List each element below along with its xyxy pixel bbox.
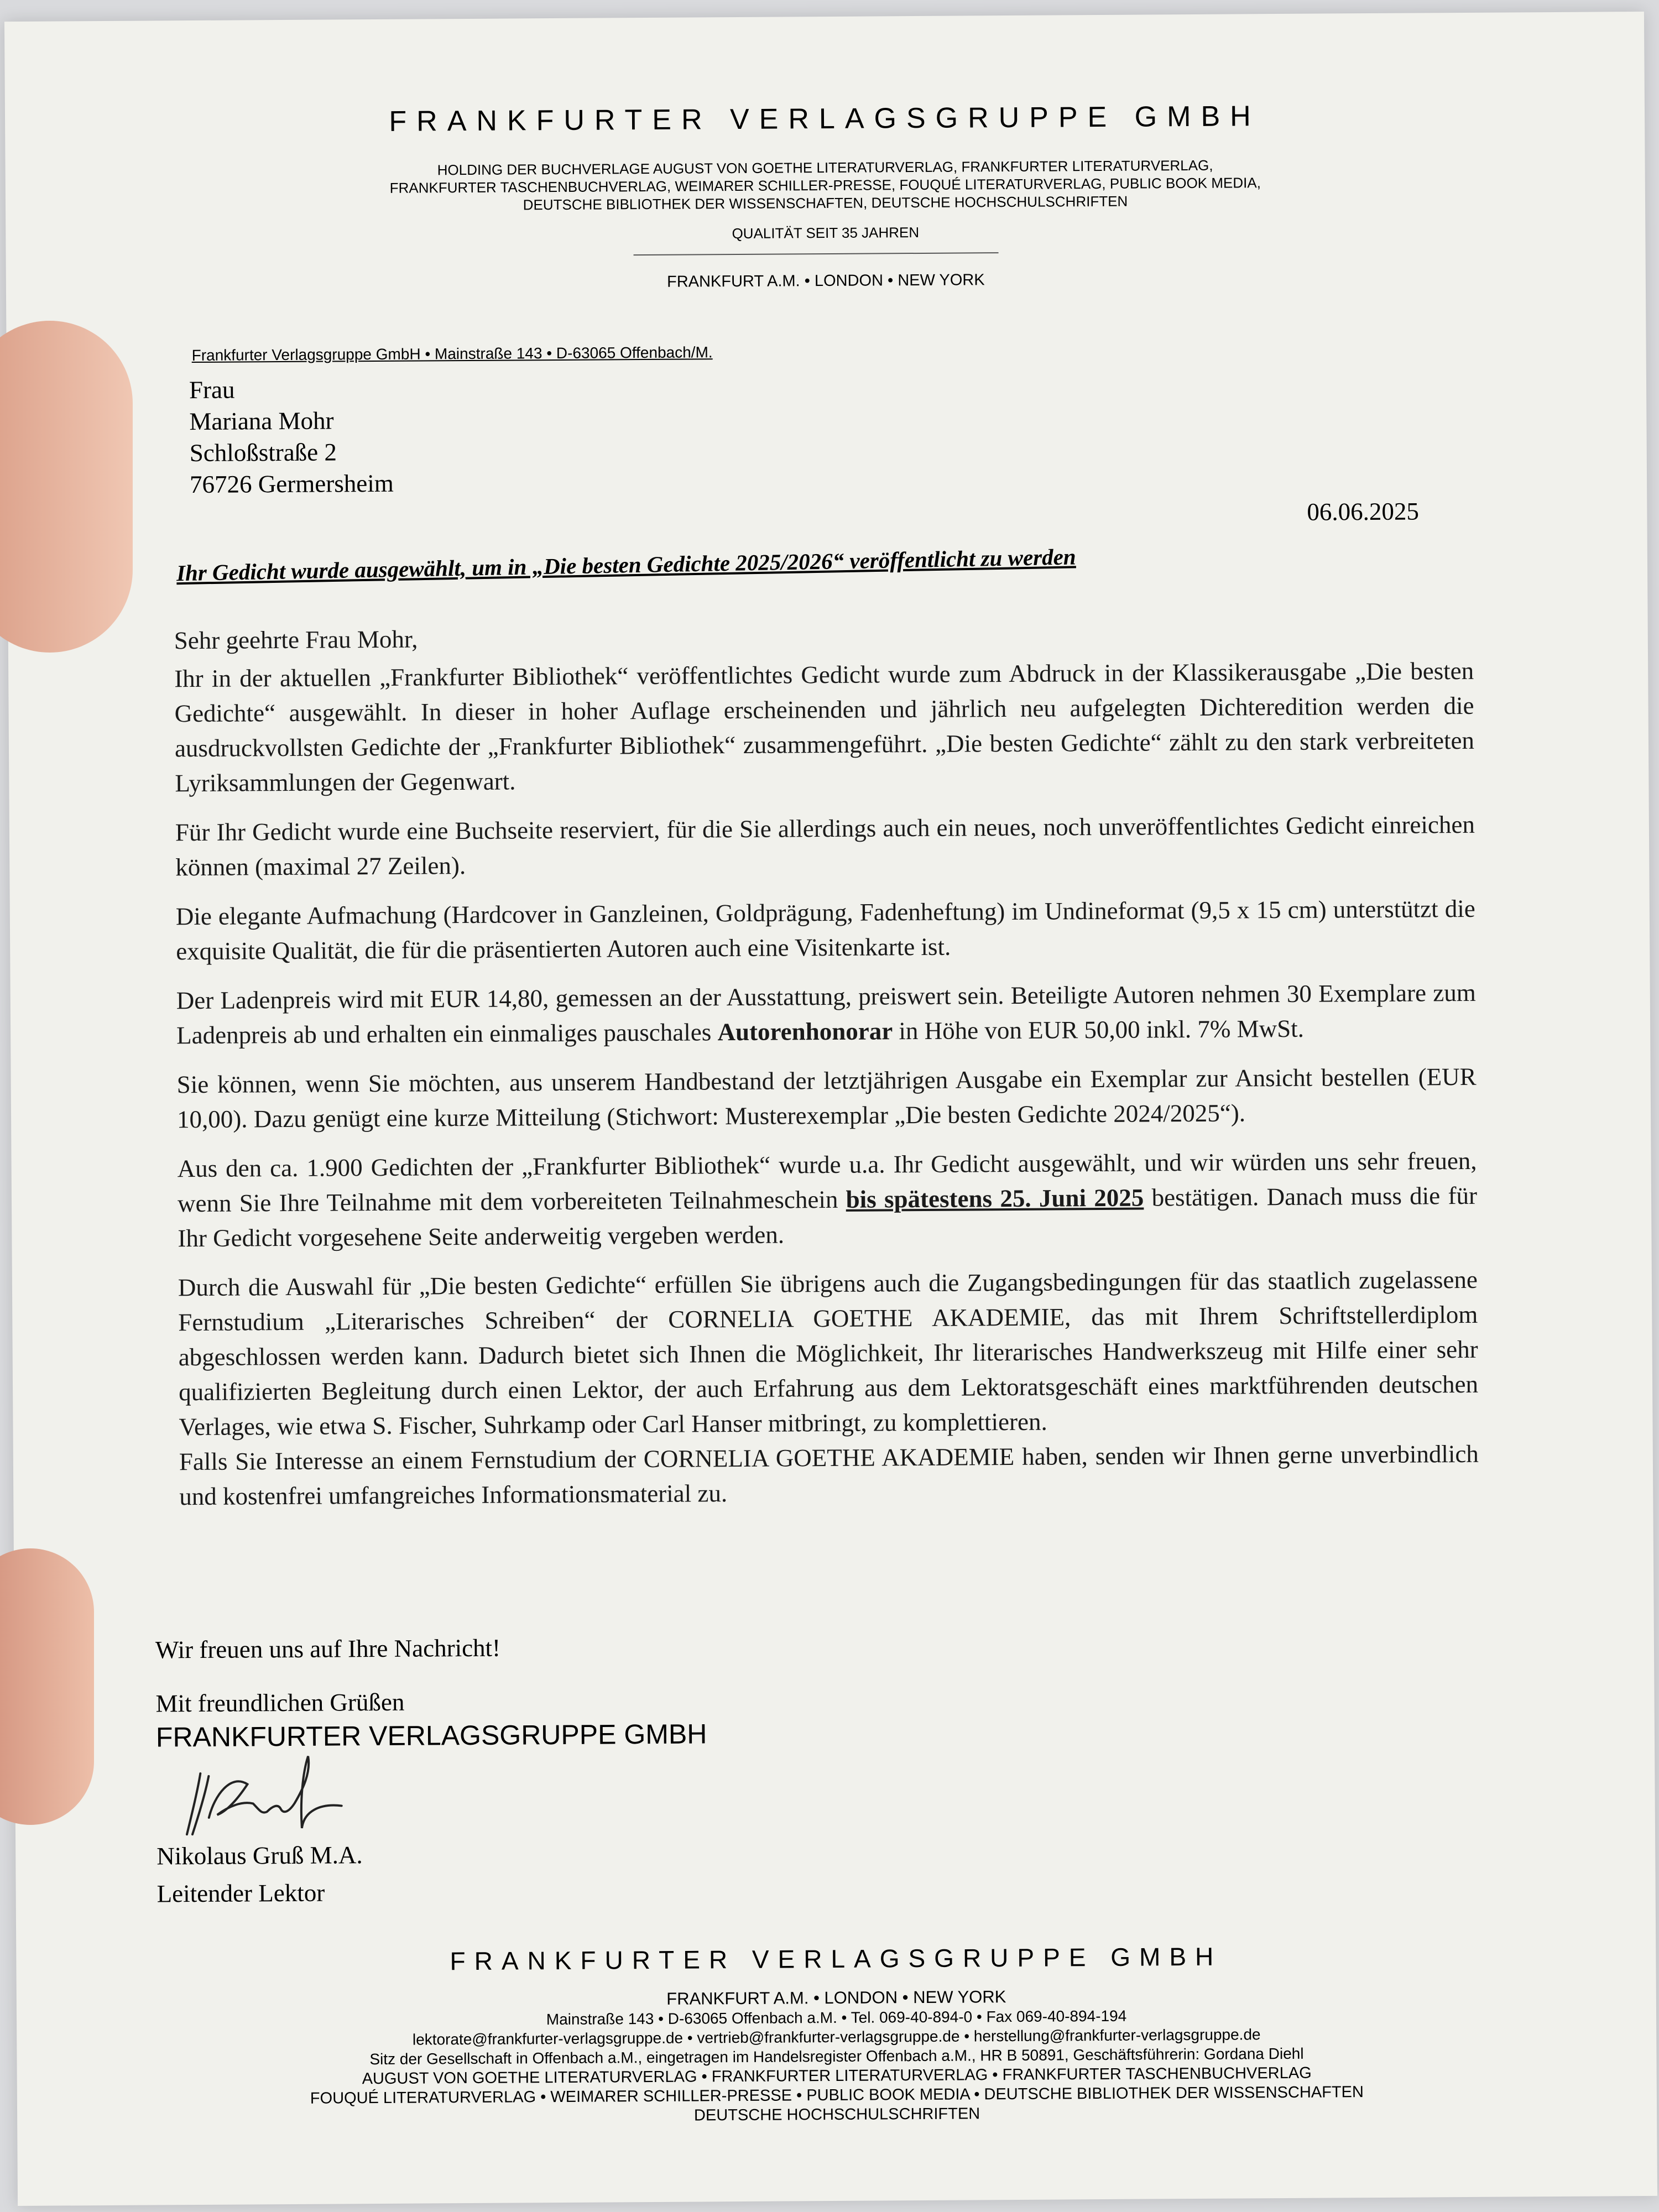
letterhead-cities: FRANKFURT A.M. • LONDON • NEW YORK xyxy=(666,271,985,291)
body-paragraph: Für Ihr Gedicht wurde eine Buchseite reserviert, für die Sie allerdings auch ein neues, noch unveröffentlichtes Gedicht einreichen können (maximal 27 Zeilen). xyxy=(175,810,1475,881)
paragraph-text: Der Ladenpreis wird mit EUR 14,80, gemessen an der Ausstattung, preiswert sein. Beteiligte Autoren nehmen 30 Exemplare zum Ladenpreis ab und erhalten ein einmaliges pauschales xyxy=(176,978,1476,1050)
signer-block xyxy=(156,1836,363,1912)
holding-thumb xyxy=(0,1548,94,1825)
footer-line: Sitz der Gesellschaft in Offenbach a.M., eingetragen im Handelsregister Offenbach a.M., HR B 50891, Geschäftsführerin: Gordana Diehl xyxy=(369,2044,1304,2068)
letter-sheet xyxy=(4,12,1657,2206)
handwritten-signature xyxy=(175,1750,375,1840)
letterhead-holding-line-1: HOLDING DER BUCHVERLAGE AUGUST VON GOETHE LITERATURVERLAG, FRANKFURTER LITERATURVERLAG, xyxy=(437,156,1213,179)
deadline-text: bis spätestens 25. Juni 2025 xyxy=(846,1183,1144,1213)
signer-name: Nikolaus Gruß M.A. xyxy=(156,1841,363,1870)
recipient-line: Schloßstraße 2 xyxy=(189,438,337,467)
body-paragraph: Ihr in der aktuellen „Frankfurter Bibliothek“ veröffentlichtes Gedicht wurde zum Abdruck in der Klassikerausgabe „Die besten Gedichte“ ausgewählt. In dieser in hoher Auflage erscheinenden und jährlich neu aufgelegten Dichteredition werden die ausdruckvollsten Gedichte der „Frankfurter Bibliothek“ zusammengeführt. „Die besten Gedichte“ zählt zu den stark verbreiteten Lyriksammlungen der Gegenwart. xyxy=(174,656,1475,797)
footer-line: DEUTSCHE HOCHSCHULSCHRIFTEN xyxy=(693,2105,980,2125)
closing xyxy=(155,1631,501,1721)
body-paragraph: Falls Sie Interesse an einem Fernstudium der CORNELIA GOETHE AKADEMIE haben, senden wir Ihnen gerne unverbindlich und kostenfrei umfangreiches Informationsmaterial zu. xyxy=(179,1439,1479,1511)
letterhead-company: FRANKFURTER VERLAGSGRUPPE GMBH xyxy=(389,100,1261,138)
letter-body xyxy=(174,615,1479,1528)
recipient-address xyxy=(189,373,394,500)
body-paragraph xyxy=(177,1144,1477,1256)
letterhead-holding-line-3: DEUTSCHE BIBLIOTHEK DER WISSENSCHAFTEN, DEUTSCHE HOCHSCHULSCHRIFTEN xyxy=(523,192,1128,213)
footer-line: FRANKFURT A.M. • LONDON • NEW YORK xyxy=(666,1987,1006,2008)
closing-line: Wir freuen uns auf Ihre Nachricht! xyxy=(155,1634,501,1664)
holding-thumb xyxy=(0,321,133,653)
recipient-line: Mariana Mohr xyxy=(189,406,334,436)
letterhead-holding-line-2: FRANKFURTER TASCHENBUCHVERLAG, WEIMARER SCHILLER-PRESSE, FOUQUÉ LITERATURVERLAG, PUBLIC BOOK MEDIA, xyxy=(389,174,1261,196)
paragraph-text: in Höhe von EUR 50,00 inkl. 7% MwSt. xyxy=(893,1014,1305,1045)
footer-line: lektorate@frankfurter-verlagsgruppe.de • vertrieb@frankfurter-verlagsgruppe.de • herstellung@frankfurter-verlagsgruppe.de xyxy=(412,2026,1261,2048)
body-paragraph: Durch die Auswahl für „Die besten Gedichte“ erfüllen Sie übrigens auch die Zugangsbedingungen für das staatlich zugelassene Fernstudium „Literarisches Schreiben“ der CORNELIA GOETHE AKADEMIE, das mit Ihrem Schriftstellerdiplom abgeschlossen werden kann. Dadurch bietet sich Ihnen die Möglichkeit, Ihr literarisches Handwerkszeug mit Hilfe einer sehr qualifizierten Begleitung durch einen Lektor, der auch Erfahrung aus dem Lektoratsgeschäft eines marktführenden deutschen Verlages, wie etwa S. Fischer, Suhrkamp oder Carl Hanser mitbringt, zu komplettieren. xyxy=(178,1265,1479,1441)
body-paragraph xyxy=(176,975,1477,1053)
return-address: Frankfurter Verlagsgruppe GmbH • Mainstraße 143 • D-63065 Offenbach/M. xyxy=(191,343,713,364)
paragraph-text: Aus den ca. 1.900 Gedichten der „Frankfurter Bibliothek“ wurde u.a. Ihr Gedicht ausgewählt, und wir würden uns sehr freuen, wenn Sie Ihre Teilnahme mit dem vorbereiteten Teilnahmeschein xyxy=(177,1146,1477,1218)
recipient-line: 76726 Germersheim xyxy=(189,469,394,499)
signer-title: Leitender Lektor xyxy=(156,1879,325,1908)
letter-date: 06.06.2025 xyxy=(1307,497,1420,526)
closing-greeting: Mit freundlichen Grüßen xyxy=(155,1688,405,1718)
signature-company: FRANKFURTER VERLAGSGRUPPE GMBH xyxy=(155,1718,707,1753)
footer-line: Mainstraße 143 • D-63065 Offenbach a.M. • Tel. 069-40-894-0 • Fax 069-40-894-194 xyxy=(546,2007,1127,2028)
footer-line: AUGUST VON GOETHE LITERATURVERLAG • FRANKFURTER LITERATURVERLAG • FRANKFURTER TASCHENBUCHVERLAG xyxy=(362,2064,1312,2088)
footer-line: FOUQUÉ LITERATURVERLAG • WEIMARER SCHILLER-PRESSE • PUBLIC BOOK MEDIA • DEUTSCHE BIBLIOTHEK DER WISSENSCHAFTEN xyxy=(310,2083,1364,2107)
body-paragraph: Die elegante Aufmachung (Hardcover in Ganzleinen, Goldprägung, Fadenheftung) im Undineformat (9,5 x 15 cm) unterstützt die exquisite Qualität, die für die präsentierten Autoren auch eine Visitenkarte ist. xyxy=(175,894,1475,966)
body-paragraph: Sie können, wenn Sie möchten, aus unserem Handbestand der letztjährigen Ausgabe ein Exemplar zur Ansicht bestellen (EUR 10,00). Dazu genügt eine kurze Mitteilung (Stichwort: Musterexemplar „Die besten Gedichte 2024/2025“). xyxy=(176,1062,1477,1134)
salutation: Sehr geehrte Frau Mohr, xyxy=(174,625,418,655)
bold-text: Autorenhonorar xyxy=(717,1017,893,1046)
letterhead-quality: QUALITÄT SEIT 35 JAHREN xyxy=(732,223,920,242)
footer-company: FRANKFURTER VERLAGSGRUPPE GMBH xyxy=(450,1942,1223,1976)
letterhead-divider xyxy=(634,252,999,255)
letter-subject: Ihr Gedicht wurde ausgewählt, um in „Die besten Gedichte 2025/2026“ veröffentlicht zu werden xyxy=(176,544,1077,586)
paragraph-text: bestätigen. Danach muss die für Ihr Gedicht vorgesehene Seite anderweitig vergeben werden. xyxy=(178,1181,1478,1253)
recipient-line: Frau xyxy=(189,375,235,404)
